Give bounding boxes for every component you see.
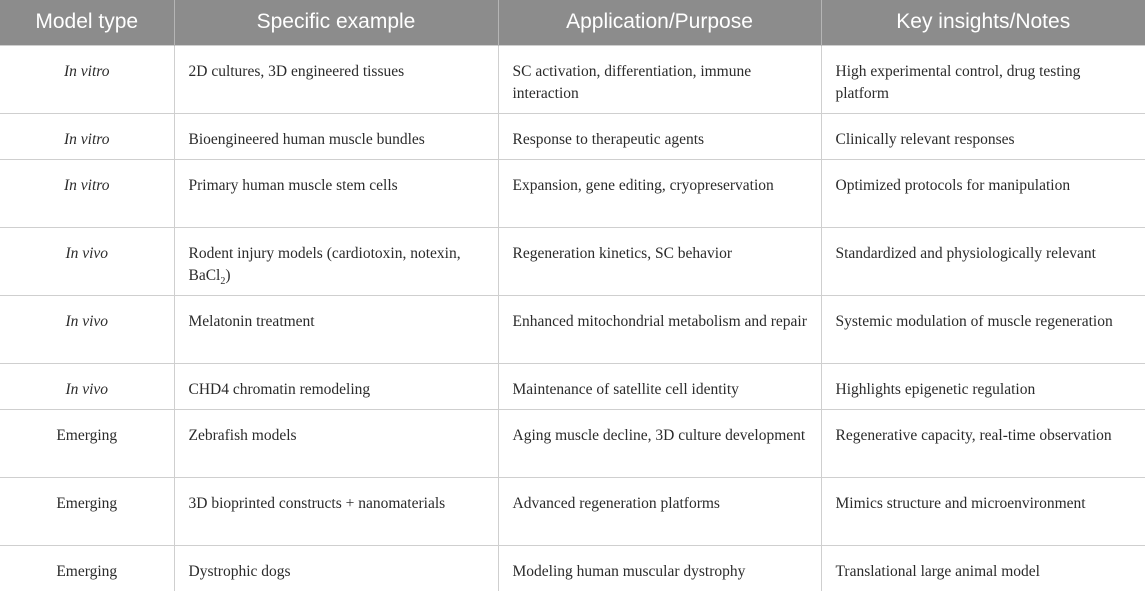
table-row	[0, 227, 1145, 295]
model-type-cell: In vivo	[0, 227, 174, 295]
notes-cell: Standardized and physiologically relevant	[821, 227, 1145, 295]
example-cell: Dystrophic dogs	[174, 545, 498, 591]
notes-cell: Systemic modulation of muscle regeneration	[821, 295, 1145, 363]
purpose-cell: Aging muscle decline, 3D culture development	[498, 409, 821, 477]
header-application-purpose: Application/Purpose	[498, 0, 821, 45]
example-cell: Primary human muscle stem cells	[174, 159, 498, 227]
model-type-cell: In vivo	[0, 295, 174, 363]
table-body	[0, 45, 1145, 591]
notes-cell: Regenerative capacity, real-time observation	[821, 409, 1145, 477]
notes-cell: Clinically relevant responses	[821, 113, 1145, 159]
example-cell: Zebrafish models	[174, 409, 498, 477]
model-type-cell: In vivo	[0, 363, 174, 409]
table-row	[0, 295, 1145, 363]
purpose-cell: Advanced regeneration platforms	[498, 477, 821, 545]
purpose-cell: Maintenance of satellite cell identity	[498, 363, 821, 409]
example-cell: Melatonin treatment	[174, 295, 498, 363]
model-type-cell: In vitro	[0, 159, 174, 227]
header-key-insights: Key insights/Notes	[821, 0, 1145, 45]
example-text: Rodent injury models (cardiotoxin, notexin, BaCl	[188, 244, 461, 284]
model-type-cell: In vitro	[0, 45, 174, 113]
purpose-cell: Response to therapeutic agents	[498, 113, 821, 159]
notes-cell: Highlights epigenetic regulation	[821, 363, 1145, 409]
example-cell: 2D cultures, 3D engineered tissues	[174, 45, 498, 113]
example-tail: )	[225, 266, 231, 284]
header-row	[0, 0, 1145, 45]
notes-cell: Translational large animal model	[821, 545, 1145, 591]
notes-cell: Optimized protocols for manipulation	[821, 159, 1145, 227]
header-model-type: Model type	[0, 0, 174, 45]
model-type-cell: Emerging	[0, 477, 174, 545]
purpose-cell: SC activation, differentiation, immune interaction	[498, 45, 821, 113]
table-row	[0, 45, 1145, 113]
purpose-cell: Enhanced mitochondrial metabolism and repair	[498, 295, 821, 363]
model-type-cell: In vitro	[0, 113, 174, 159]
header-specific-example: Specific example	[174, 0, 498, 45]
table-row	[0, 409, 1145, 477]
model-type-cell: Emerging	[0, 545, 174, 591]
table-row	[0, 113, 1145, 159]
table-row	[0, 545, 1145, 591]
example-cell: CHD4 chromatin remodeling	[174, 363, 498, 409]
table-row	[0, 477, 1145, 545]
purpose-cell: Regeneration kinetics, SC behavior	[498, 227, 821, 295]
notes-cell: Mimics structure and microenvironment	[821, 477, 1145, 545]
example-cell: 3D bioprinted constructs + nanomaterials	[174, 477, 498, 545]
table-row	[0, 159, 1145, 227]
example-cell	[174, 227, 498, 295]
example-cell: Bioengineered human muscle bundles	[174, 113, 498, 159]
subscript-2: 2	[220, 275, 226, 287]
table-row	[0, 363, 1145, 409]
table-header	[0, 0, 1145, 45]
model-type-cell: Emerging	[0, 409, 174, 477]
purpose-cell: Expansion, gene editing, cryopreservation	[498, 159, 821, 227]
notes-cell: High experimental control, drug testing platform	[821, 45, 1145, 113]
purpose-cell: Modeling human muscular dystrophy	[498, 545, 821, 591]
